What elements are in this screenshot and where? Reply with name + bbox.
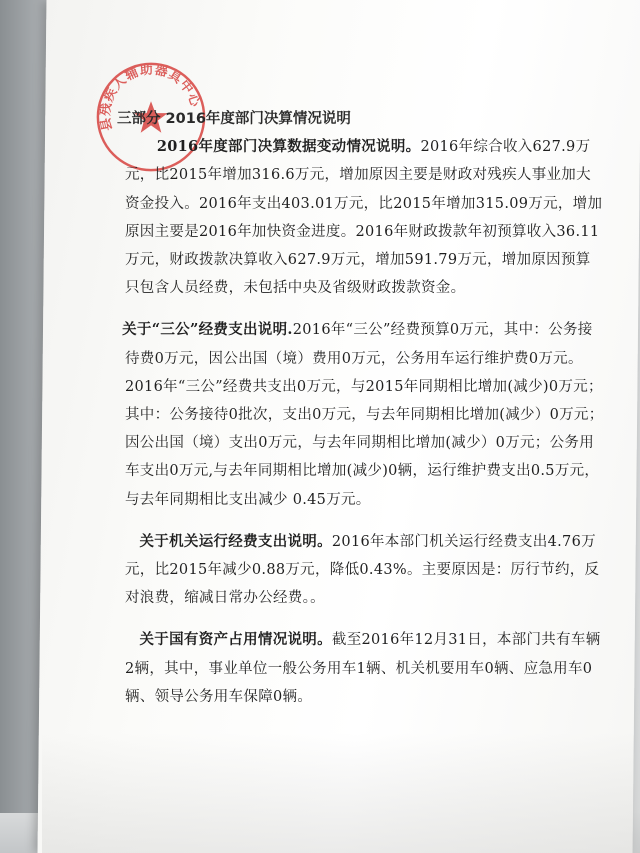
paragraph-text: 2016年综合收入627.9万元，比2015年增加316.6万元，增加原因主要是财政对残疾人事业加大资金投入。2016年支出403.01万元，比2015年增加315.09万元，增加原因主要是2016年加快资金进度。2016年财政拨款年初预算收入36.11万元，财政拨款决算收入627.9万元，增加591.79万元，增加原因预算只包含人员经费，未包括中央及省级财政拨款资金。	[125, 139, 603, 297]
paragraph-three-public-expenses	[122, 316, 605, 513]
svg-text:县残疾人辅助器具中心: 县残疾人辅助器具中心	[98, 62, 203, 132]
paragraph-text: 2016年本部门机关运行经费支出4.76万元，比2015年减少0.88万元，降低0.43%。主要原因是：厉行节约，反对浪费，缩减日常办公经费。。	[125, 533, 600, 607]
paragraph-lead: 关于“三公”经费支出说明.	[122, 321, 293, 339]
paragraph-text: 截至2016年12月31日，本部门共有车辆2辆，其中，事业单位一般公务用车1辆、机关机要用车0辆、应急用车0辆、领导公务用车保障0辆。	[125, 632, 601, 705]
paragraph-operating-expenses	[125, 528, 605, 613]
section-heading: 三部分 2016年度部门决算情况说明	[117, 111, 351, 127]
paragraph-lead: 2016年度部门决算数据变动情况说明。	[156, 138, 421, 156]
paragraph-lead: 关于机关运行经费支出说明。	[139, 532, 332, 550]
paragraph-data-changes	[125, 133, 605, 302]
paragraph-lead: 关于国有资产占用情况说明。	[139, 631, 332, 649]
document-body	[117, 105, 605, 711]
paragraph-text: 2016年“三公”经费预算0万元，其中：公务接待费0万元，因公出国（境）费用0万元，公务用车运行维护费0万元。2016年“三公”经费共支出0万元，与2015年同期相比增加(减少)0万元；其中：公务接待0批次，支出0万元，与去年同期相比增加(减少）0万元；因公出国（境）支出0万元，与去年同期相比增加(减少）0万元；公务用车支出0万元,与去年同期相比增加(减少)0辆，运行维护费支出0.5万元，与去年同期相比支出减少 0.45万元。	[125, 322, 604, 508]
paragraph-state-assets	[125, 626, 605, 711]
